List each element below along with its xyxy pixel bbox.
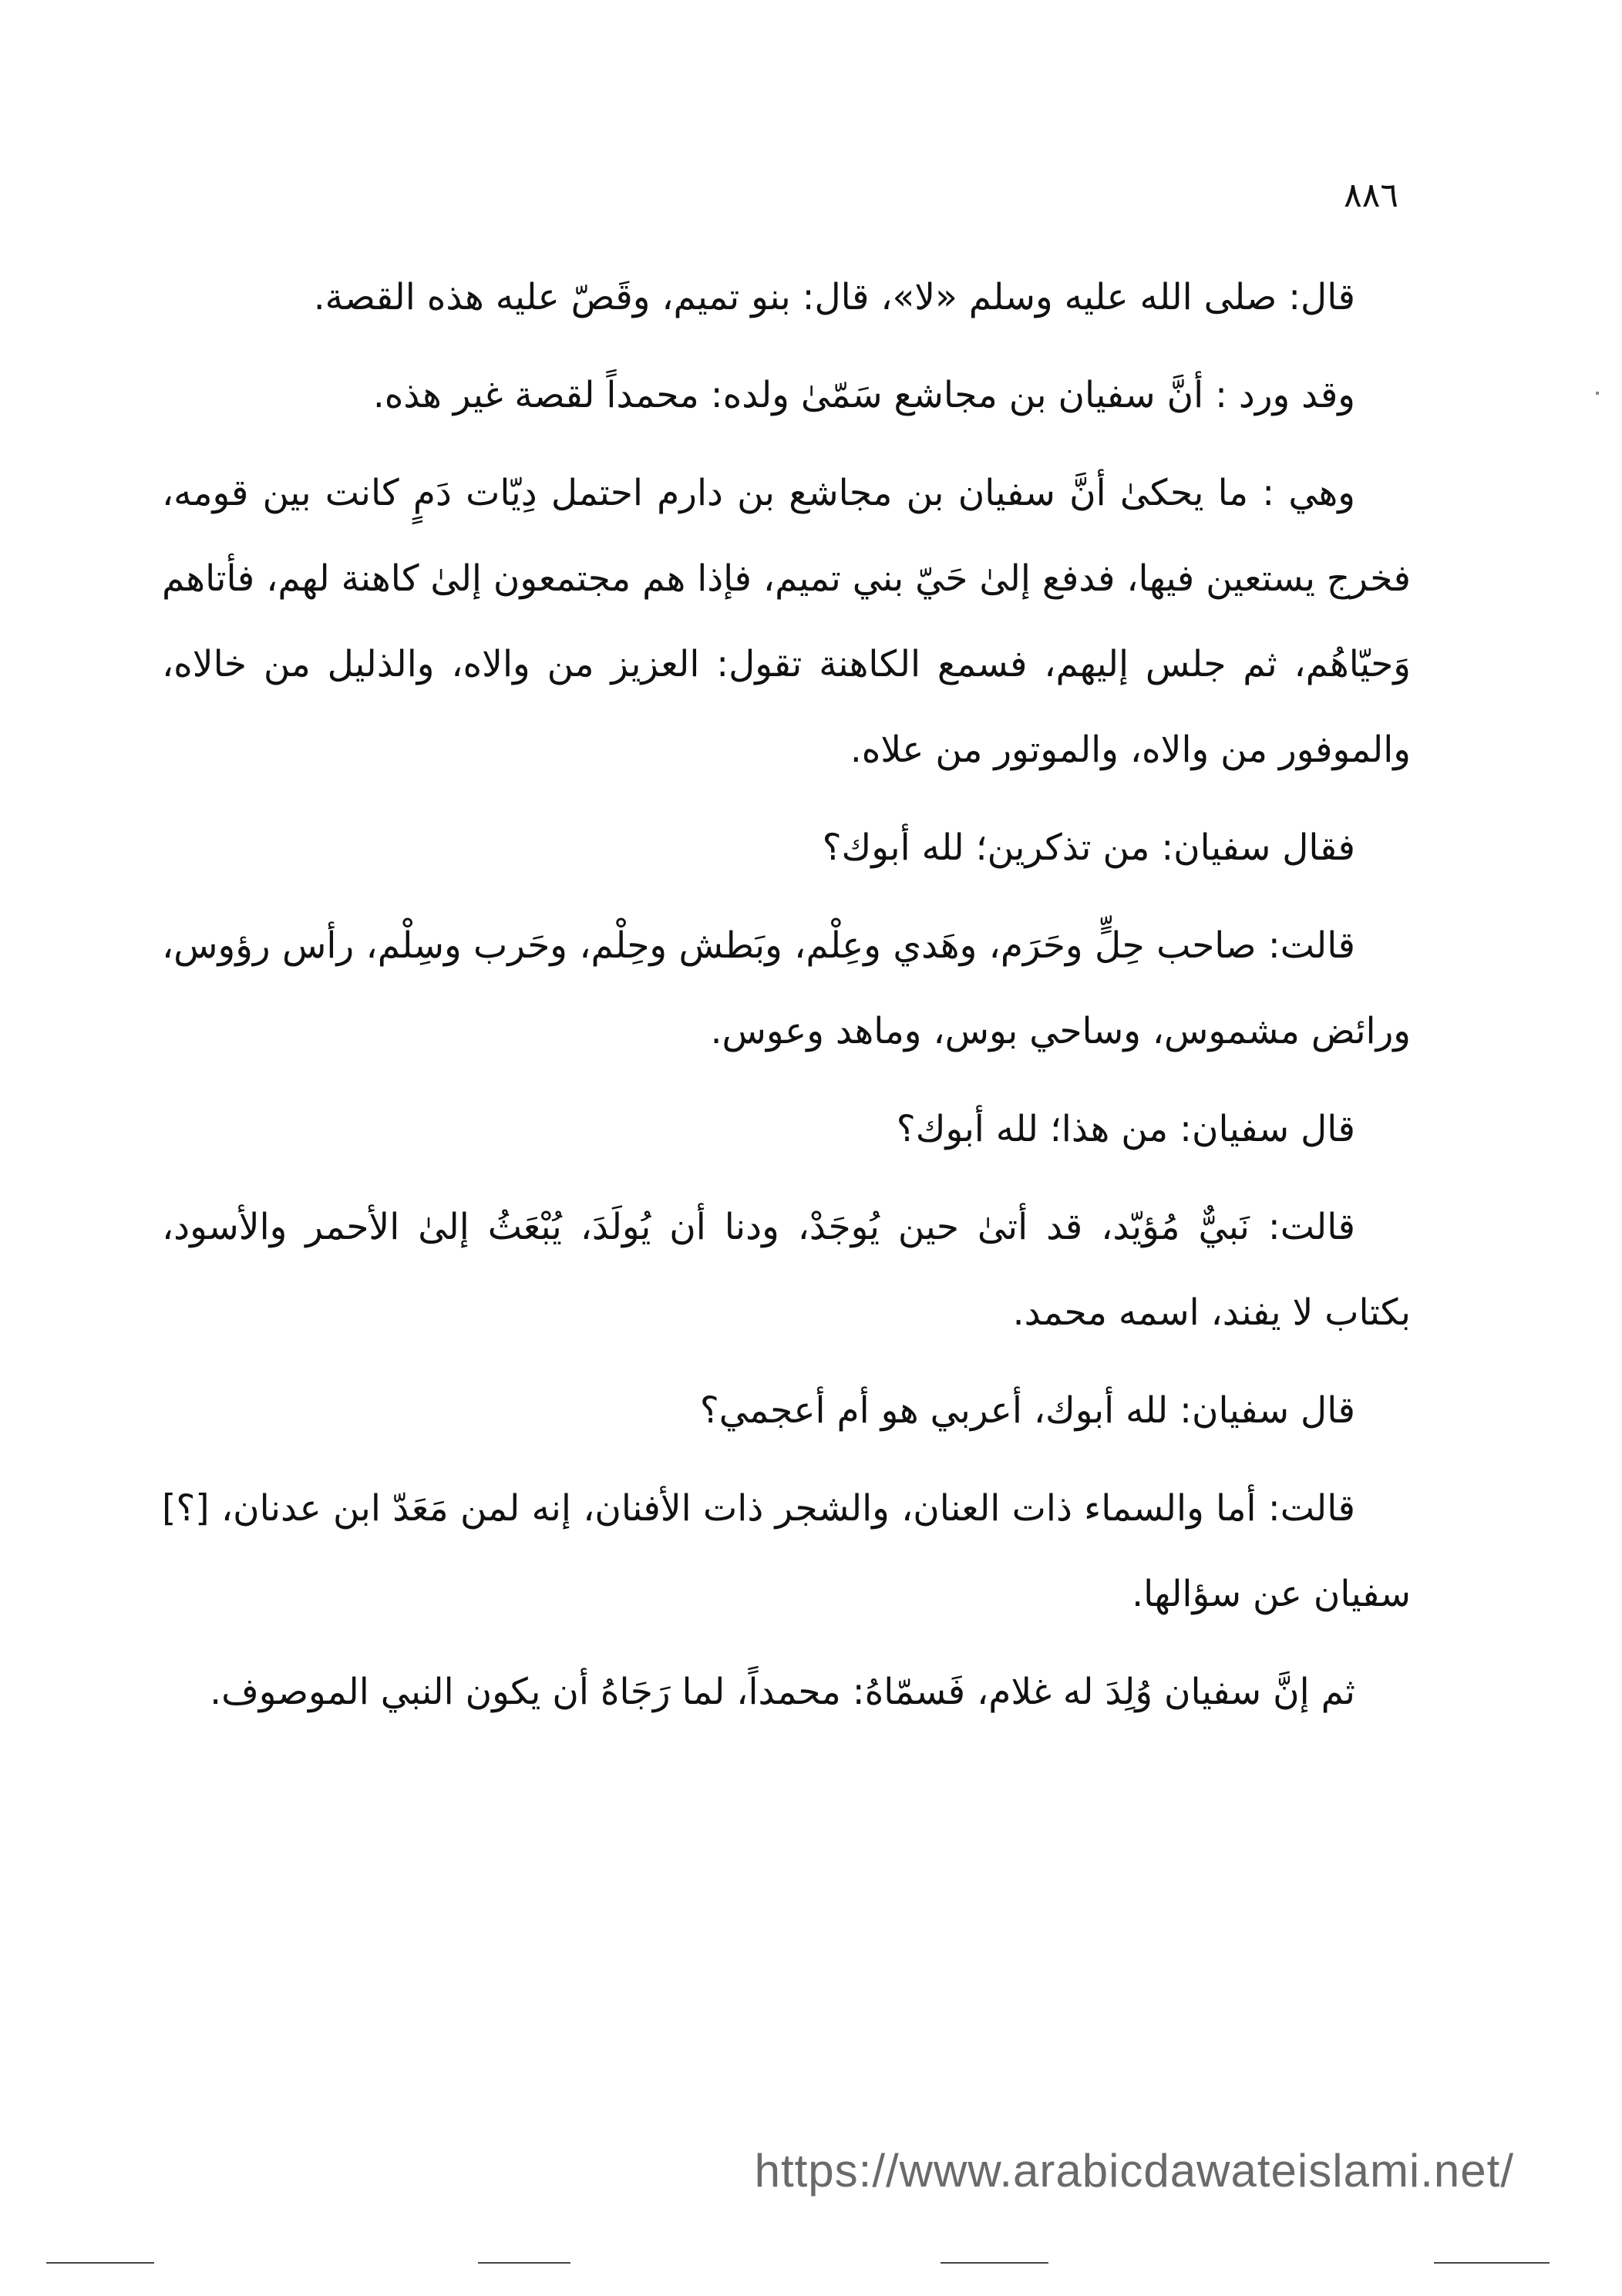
scan-edge-rule [478, 2262, 570, 2264]
paragraph-8: قال سفيان: لله أبوك، أعربي هو أم أعجمي؟ [699, 1389, 1355, 1432]
paragraph-3: وهي : ما يحكىٰ أنَّ سفيان بن مجاشع بن دارم احتمل دِيّات دَمٍ كانت بين قومه، فخرج يستعين فيها، فدفع إلىٰ حَيّ بني تميم، فإذا هم مجتمعون إلىٰ كاهنة لهم، فأتاهم وَحيّاهُم، ثم جلس إليهم، فسمع الكاهنة تقول: العزيز من والاه، والذليل من خالاه، والموفور من والاه، والموتور من علاه. [162, 472, 1411, 771]
paragraph-9: قالت: أما والسماء ذات العنان، والشجر ذات الأفنان، إنه لمن مَعَدّ ابن عدنان، [؟] سفيان عن سؤالها. [162, 1487, 1411, 1615]
scan-speck [1596, 392, 1599, 395]
page-number: ٨٨٦ [1344, 176, 1398, 215]
paragraph-10: ثم إنَّ سفيان وُلِدَ له غلام، فَسمّاهُ: محمداً، لما رَجَاهُ أن يكون النبي الموصوف. [210, 1671, 1355, 1713]
scan-edge-rule [941, 2262, 1048, 2264]
paragraph-4: فقال سفيان: من تذكرين؛ لله أبوك؟ [822, 826, 1355, 869]
scan-edge-rule [46, 2262, 154, 2264]
source-url-link[interactable]: https://www.arabicdawateislami.net/ [754, 2145, 1514, 2197]
paragraph-6: قال سفيان: من هذا؛ لله أبوك؟ [896, 1108, 1355, 1150]
body-text [162, 254, 1411, 1747]
paragraph-5: قالت: صاحب حِلٍّ وحَرَم، وهَدي وعِلْم، وبَطش وحِلْم، وحَرب وسِلْم، رأس رؤوس، ورائض مشموس، وساحي بوس، وماهد وعوس. [162, 924, 1411, 1052]
paragraph-2: وقد ورد : أنَّ سفيان بن مجاشع سَمّىٰ ولده: محمداً لقصة غير هذه. [372, 374, 1355, 416]
scan-edge-rule [1434, 2262, 1550, 2264]
paragraph-1: قال: صلى الله عليه وسلم «لا»، قال: بنو تميم، وقَصّ عليه هذه القصة. [313, 276, 1355, 318]
paragraph-7: قالت: نَبيٌّ مُؤيّد، قد أتىٰ حين يُوجَدْ، ودنا أن يُولَدَ، يُبْعَثُ إلىٰ الأحمر والأسود، بكتاب لا يفند، اسمه محمد. [162, 1206, 1411, 1334]
